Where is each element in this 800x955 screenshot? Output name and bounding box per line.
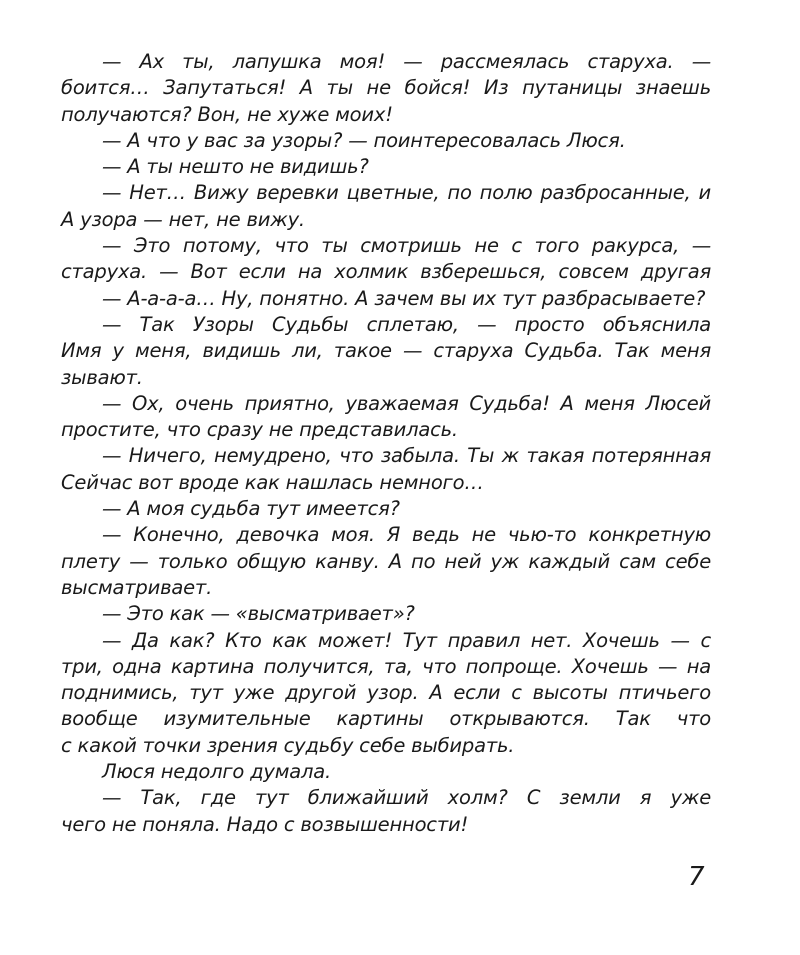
text-line-3: получаются? Вон, не хуже моих! [61, 102, 393, 126]
text-line-25: поднимись, тут уже другой узор. А если с высоты птичьего [61, 681, 711, 705]
text-line-8: — Это потому, что ты смотришь не с того ракурса, — [102, 234, 711, 258]
text-line-2: боится… Запутаться! А ты не бойся! Из путаницы знаешь [61, 76, 711, 100]
text-line-24: три, одна картина получится, та, что попроще. Хочешь — на [61, 654, 711, 678]
text-line-29: — Так, где тут ближайший холм? С земли я уже [102, 786, 711, 810]
text-line-9: старуха. — Вот если на холмик взберешься, совсем другая [61, 260, 711, 284]
text-line-28: Люся недолго думала. [102, 760, 332, 784]
text-line-27: с какой точки зрения судьбу себе выбирать. [61, 733, 515, 757]
text-line-14: — Ох, очень приятно, уважаемая Судьба! А меня Люсей [102, 391, 711, 415]
text-line-18: — А моя судьба тут имеется? [102, 497, 400, 521]
text-line-11: — Так Узоры Судьбы сплетаю, — просто объяснила [102, 312, 711, 336]
text-line-7: А узора — нет, не вижу. [61, 207, 305, 231]
text-line-23: — Да как? Кто как может! Тут правил нет. Хочешь — с [102, 628, 711, 652]
text-line-1: — Ах ты, лапушка моя! — рассмеялась старуха. — [102, 50, 711, 73]
page-number: 7 [688, 862, 705, 892]
text-line-21: высматривает. [61, 575, 213, 599]
text-line-26: вообще изумительные картины открываются. Так что [61, 707, 711, 731]
text-line-17: Сейчас вот вроде как нашлась немного… [61, 470, 484, 494]
text-line-10: — А-а-а-а… Ну, понятно. А зачем вы их тут разбрасываете? [102, 286, 706, 310]
text-line-4: — А что у вас за узоры? — поинтересовалась Люся. [102, 128, 626, 152]
text-line-19: — Конечно, девочка моя. Я ведь не чью-то конкретную [102, 523, 711, 547]
text-line-22: — Это как — «высматривает»? [102, 602, 415, 626]
text-line-6: — Нет… Вижу веревки цветные, по полю разбросанные, и [102, 181, 711, 205]
text-line-20: плету — только общую канву. А по ней уж каждый сам себе [61, 549, 711, 573]
text-line-16: — Ничего, немудрено, что забыла. Ты ж такая потерянная [102, 444, 711, 468]
text-line-12: Имя у меня, видишь ли, такое — старуха Судьба. Так меня [61, 339, 711, 363]
text-line-30: чего не поняла. Надо с возвышенности! [61, 812, 469, 836]
text-line-15: простите, что сразу не представилась. [61, 418, 458, 442]
book-page-text [61, 49, 711, 838]
text-line-5: — А ты нешто не видишь? [102, 155, 369, 179]
text-line-13: зывают. [61, 365, 143, 389]
